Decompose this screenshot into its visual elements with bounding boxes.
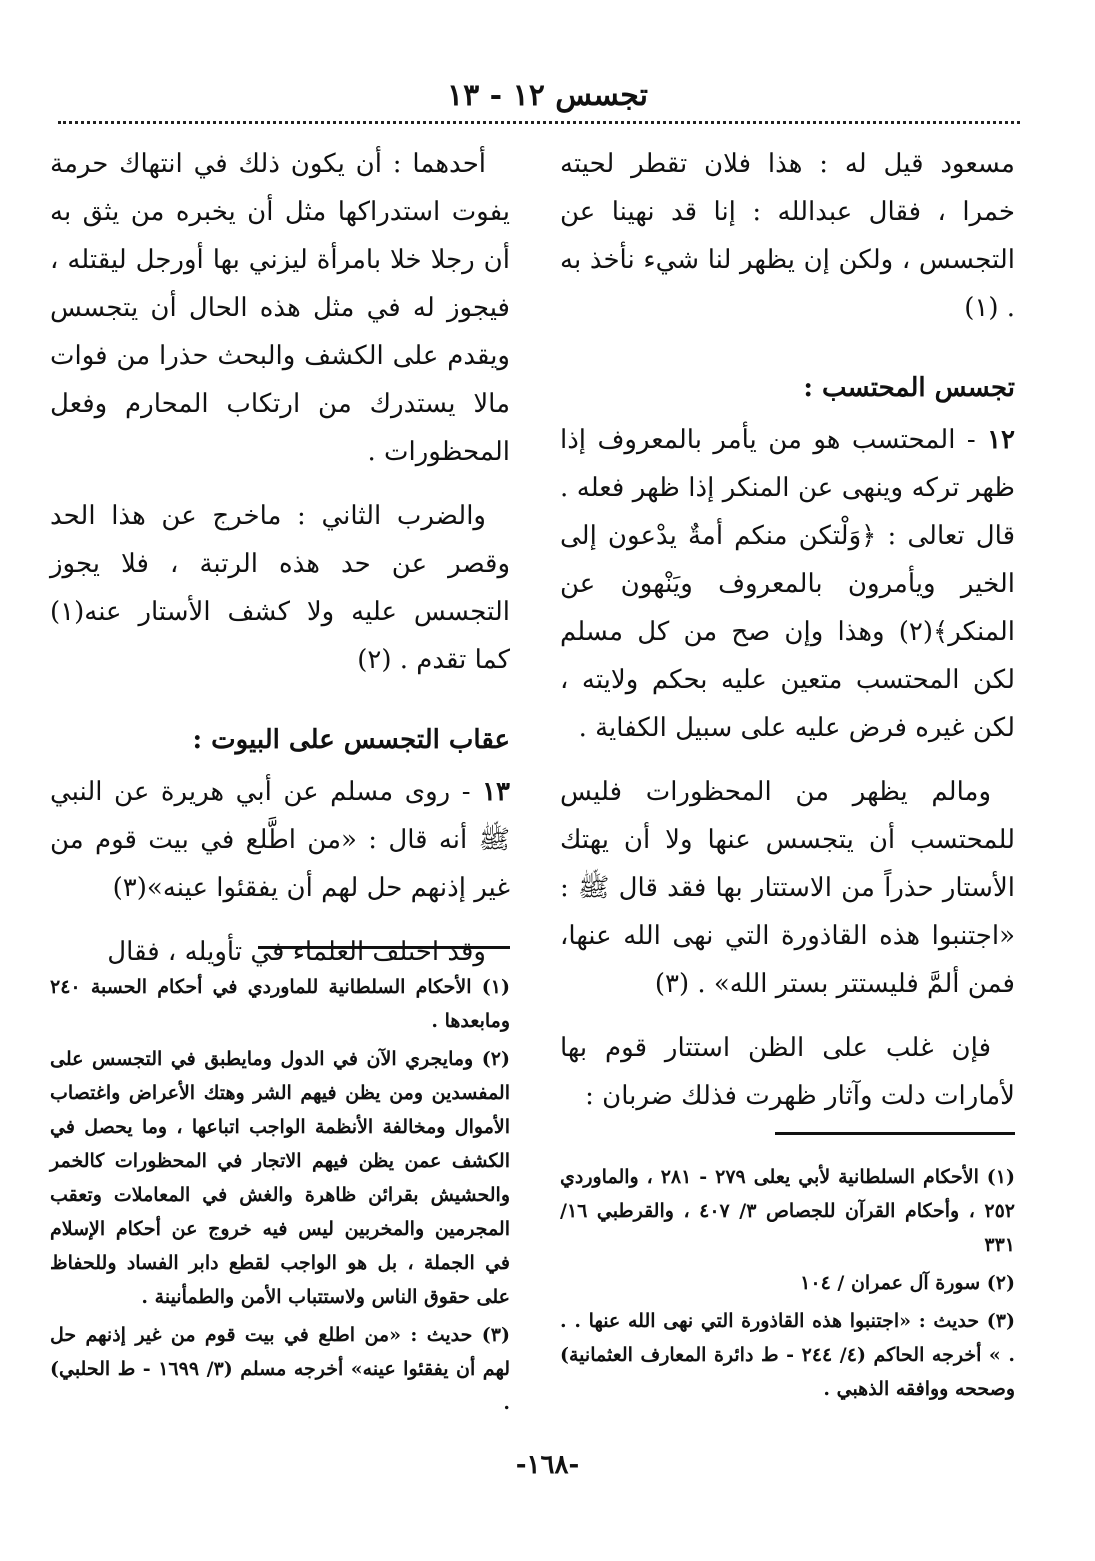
footnote: (١) الأحكام السلطانية للماوردي في أحكام الحسبة ٢٤٠ ومابعدها . (50, 976, 510, 1032)
left-text-column (50, 140, 510, 992)
footnote: (٢) سورة آل عمران / ١٠٤ (800, 1272, 1015, 1294)
page-number: -١٦٨- (515, 1450, 580, 1480)
header-dotted-divider (58, 121, 1020, 124)
footnotes-left (50, 970, 510, 1424)
footnote: (١) الأحكام السلطانية لأبي يعلى ٢٧٩ - ٢٨١ ، والماوردي ٢٥٢ ، وأحكام القرآن للجصاص ٣/ ٤٠٧ ، والقرطبي ١٦/ ٣٣١ (560, 1166, 1016, 1256)
numbered-paragraph (560, 416, 1015, 752)
paragraph-number: ١٣ (482, 777, 510, 807)
paragraph-number: ١٢ (987, 425, 1015, 455)
right-text-column (560, 140, 1015, 1136)
footnote-divider (775, 1132, 1015, 1135)
footnote: (٢) ومايجري الآن في الدول ومايطبق في التجسس على المفسدين ومن يظن فيهم الشر وهتك الأعراض واغتصاب الأموال ومخالفة الأنظمة الواجب اتباعها ، وما يحصل في الكشف عمن يظن فيهم الاتجار في المحظورات كالخمر والحشيش بقرائن ظاهرة والغش في المعاملات وتعقب المجرمين والمخربين ليس فيه خروج عن أحكام الإسلام في الجملة ، بل هو الواجب لقطع دابر الفساد وللحفاظ على حقوق الناس ولاستتباب الأمن والطمأنينة . (50, 1048, 510, 1308)
section-heading: تجسس المحتسب : (803, 373, 1015, 403)
footnote: (٣) حديث : «من اطلع في بيت قوم من غير إذنهم حل لهم أن يفقئوا عينه» أخرجه مسلم (٣/ ١٦٩٩ - ط الحلبي) . (50, 1324, 510, 1414)
paragraph: والضرب الثاني : ماخرج عن هذا الحد وقصر عن حد هذه الرتبة ، فلا يجوز التجسس عليه ولا كشف الأستار عنه(١) كما تقدم . (٢) (50, 501, 510, 675)
paragraph-text: - المحتسب هو من يأمر بالمعروف إذا ظهر تركه وينهى عن المنكر إذا ظهر فعله . قال تعالى : ﴿وَلْتكن منكم أمةٌ يدْعون إلى الخير ويأمرون بالمعروف ويَنْهون عن المنكر﴾(٢) وهذا وإن صح من كل مسلم لكن المحتسب متعين عليه بحكم ولايته ، لكن غيره فرض عليه على سبيل الكفاية . (560, 425, 1015, 743)
footnote-divider (258, 946, 510, 949)
paragraph: ومالم يظهر من المحظورات فليس للمحتسب أن يتجسس عنها ولا أن يهتك الأستار حذراً من الاستتار بها فقد قال ﷺ : «اجتنبوا هذه القاذورة التي نهى الله عنها، فمن ألمَّ فليستتر بستر الله» . (٣) (560, 777, 1015, 999)
paragraph: مسعود قيل له : هذا فلان تقطر لحيته خمرا ، فقال عبدالله : إنا قد نهينا عن التجسس ، ولكن إن يظهر لنا شيء نأخذ به . (١) (560, 149, 1015, 323)
paragraph: وقد اختلف العلماء في تأويله ، فقال (107, 937, 486, 967)
footnotes-right (560, 1160, 1015, 1410)
paragraph: فإن غلب على الظن استتار قوم بها لأمارات دلت وآثار ظهرت فذلك ضربان : (560, 1033, 1015, 1111)
paragraph-text: - روى مسلم عن أبي هريرة عن النبي ﷺ أنه قال : «من اطَّلع في بيت قوم من غير إذنهم حل لهم أن يفقئوا عينه»(٣) (50, 777, 510, 903)
running-header: تجسس ١٢ - ١٣ (447, 78, 648, 113)
paragraph: أحدهما : أن يكون ذلك في انتهاك حرمة يفوت استدراكها مثل أن يخبره من يثق به أن رجلا خلا بامرأة ليزني بها أورجل ليقتله ، فيجوز له في مثل هذه الحال أن يتجسس ويقدم على الكشف والبحث حذرا من فوات مالا يستدرك من ارتكاب المحارم وفعل المحظورات . (50, 149, 510, 467)
numbered-paragraph (50, 768, 510, 912)
section-heading: عقاب التجسس على البيوت : (192, 725, 510, 755)
footnote: (٣) حديث : «اجتنبوا هذه القاذورة التي نهى الله عنها . . . » أخرجه الحاكم (٤/ ٢٤٤ - ط دائرة المعارف العثمانية) وصححه ووافقه الذهبي . (560, 1310, 1015, 1400)
